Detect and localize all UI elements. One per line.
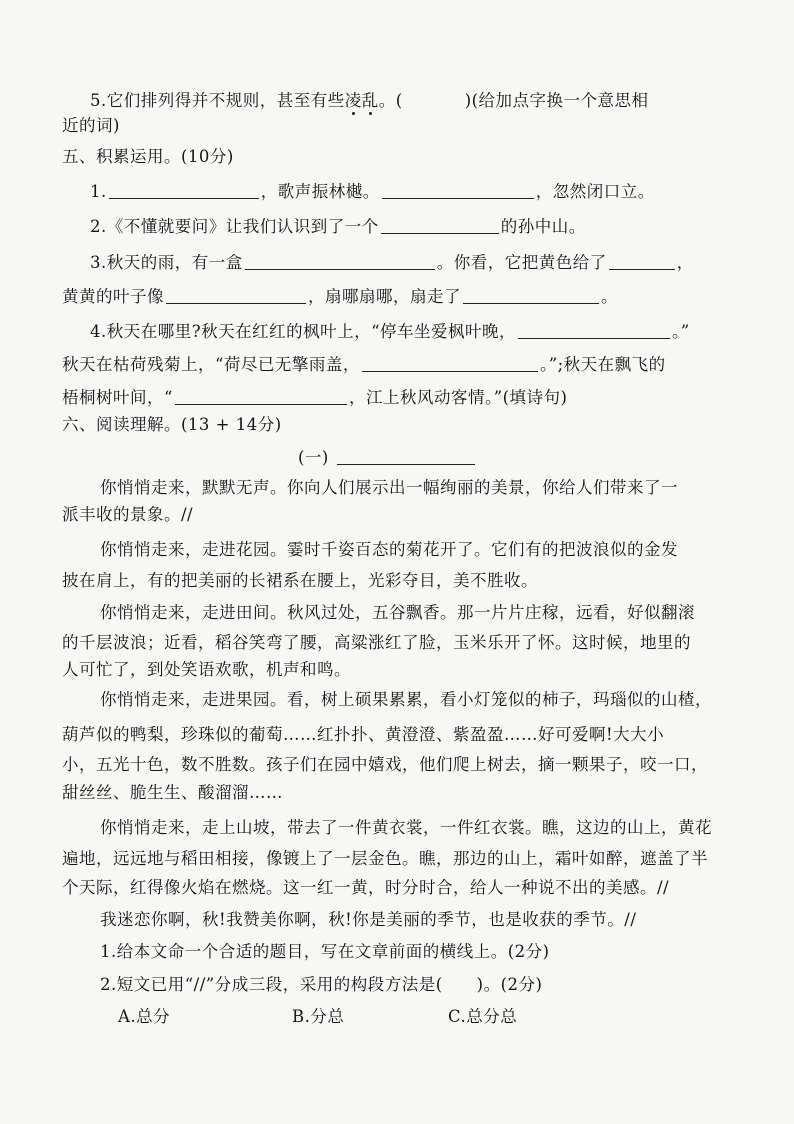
para-3-line: 人可忙了，到处笑语欢歌，机声和鸣。: [62, 660, 351, 679]
option-a[interactable]: A.总分: [118, 1007, 171, 1026]
para-4-line: 甜丝丝、脆生生、酸溜溜……: [62, 783, 283, 802]
para-5-line: 你悄悄走来，走上山坡，带去了一件黄衣裳，一件红衣裳。瞧，这边的山上，黄花: [100, 818, 712, 837]
q5-cont: 近的词): [62, 116, 120, 135]
para-6-line: 我迷恋你啊，秋!我赞美你啊，秋!你是美丽的季节，也是收获的季节。//: [100, 910, 637, 929]
answer-blank[interactable]: [362, 354, 538, 372]
para-2-line: 你悄悄走来，走进花园。霎时千姿百态的菊花开了。它们有的把波浪似的金发: [100, 540, 678, 559]
item-text: 4.秋天在哪里?秋天在红红的枫叶上，“停车坐爱枫叶晚，: [90, 322, 517, 341]
item-text: 黄黄的叶子像: [62, 287, 164, 306]
answer-blank[interactable]: [382, 181, 534, 199]
item-text: 。你看，它把黄色给了: [436, 253, 607, 272]
q5-text: 5.它们排列得并不规则，甚至有些: [90, 91, 345, 110]
item-text: 秋天在枯荷残菊上，“荷尽已无擎雨盖，: [62, 355, 360, 374]
item-text: 。: [601, 287, 618, 306]
question-text: )。(2分): [476, 975, 543, 994]
para-5-line: 个天际，红得像火焰在燃烧。这一红一黄，时分时合，给人一种说不出的美感。//: [62, 878, 670, 897]
option-c[interactable]: C.总分总: [448, 1007, 518, 1026]
para-1-line: 派丰收的景象。//: [62, 505, 194, 524]
q5-line: [90, 90, 649, 112]
answer-blank[interactable]: [109, 181, 259, 199]
item-text: ，江上秋风动客情。”(填诗句): [348, 388, 568, 407]
para-3-line: 你悄悄走来，走进田间。秋风过处，五谷飘香。那一片片庄稼，远看，好似翻滚: [100, 603, 695, 622]
question-text: 2.短文已用“//”分成三段，采用的构段方法是(: [100, 975, 443, 994]
answer-blank[interactable]: [518, 321, 670, 339]
sec5-item-4-cont-2: [62, 387, 568, 409]
sec5-item-2: [90, 216, 586, 238]
item-text: 。”: [672, 322, 690, 341]
sec5-item-3: [90, 252, 694, 274]
para-4-line: 你悄悄走来，走进果园。看，树上硕果累累，看小灯笼似的柿子，玛瑙似的山楂，: [100, 690, 712, 709]
item-text: 。”;秋天在飘飞的: [539, 355, 666, 374]
section-five-title: 五、积累运用。(10分): [62, 147, 234, 166]
answer-blank[interactable]: [463, 286, 599, 304]
item-text: ，: [676, 253, 694, 272]
answer-blank[interactable]: [609, 252, 675, 270]
option-b[interactable]: B.分总: [292, 1007, 345, 1026]
dotted-char: 凌: [344, 91, 362, 110]
para-1-line: 你悄悄走来，默默无声。你向人们展示出一幅绚丽的美景，你给人们带来了一: [100, 478, 678, 497]
para-4-line: 葫芦似的鸭梨，珍珠似的葡萄……红扑扑、黄澄澄、紫盈盈……好可爱啊!大大小: [62, 725, 665, 744]
item-text: ，忽然闭口立。: [535, 182, 655, 201]
para-4-line: 小，五光十色，数不胜数。孩子们在园中嬉戏，他们爬上树去，摘一颗果子，咬一口，: [62, 755, 708, 774]
q5-text: )(给加点字换一个意思相: [464, 91, 649, 110]
title-blank[interactable]: [337, 447, 475, 465]
reading-question-1: 1.给本文命一个合适的题目，写在文章前面的横线上。(2分): [100, 942, 550, 961]
answer-blank[interactable]: [175, 387, 347, 405]
item-text: ，扇哪扇哪，扇走了: [308, 287, 461, 306]
q5-text: 。(: [378, 91, 403, 110]
section-six-title: 六、阅读理解。(13 + 14分): [62, 415, 282, 434]
item-text: ，歌声振林樾。: [260, 182, 380, 201]
reading-question-2: [100, 974, 542, 996]
item-text: 3.秋天的雨，有一盒: [90, 253, 243, 272]
dotted-char: 乱: [361, 91, 379, 110]
sec5-item-1: [90, 181, 655, 203]
answer-blank[interactable]: [245, 252, 435, 270]
item-text: 梧桐树叶间，“: [62, 388, 173, 407]
passage-number: (一): [298, 448, 329, 467]
item-text: 1.: [90, 182, 107, 201]
sec5-item-4: [90, 321, 690, 343]
sec5-item-3-cont: [62, 286, 618, 308]
para-2-line: 披在肩上，有的把美丽的长裙系在腰上，光彩夺目，美不胜收。: [62, 571, 538, 590]
item-text: 2.《不懂就要问》让我们认识到了一个: [90, 217, 379, 236]
item-text: 的孙中山。: [500, 217, 586, 236]
para-3-line: 的千层波浪；近看，稻谷笑弯了腰，高粱涨红了脸，玉米乐开了怀。这时候，地里的: [62, 633, 691, 652]
answer-blank[interactable]: [381, 216, 499, 234]
sec5-item-4-cont-1: [62, 354, 666, 376]
answer-blank[interactable]: [166, 286, 306, 304]
passage-heading: [298, 447, 477, 469]
para-5-line: 遍地，远远地与稻田相接，像镀上了一层金色。瞧，那边的山上，霜叶如醉，遮盖了半: [62, 849, 708, 868]
